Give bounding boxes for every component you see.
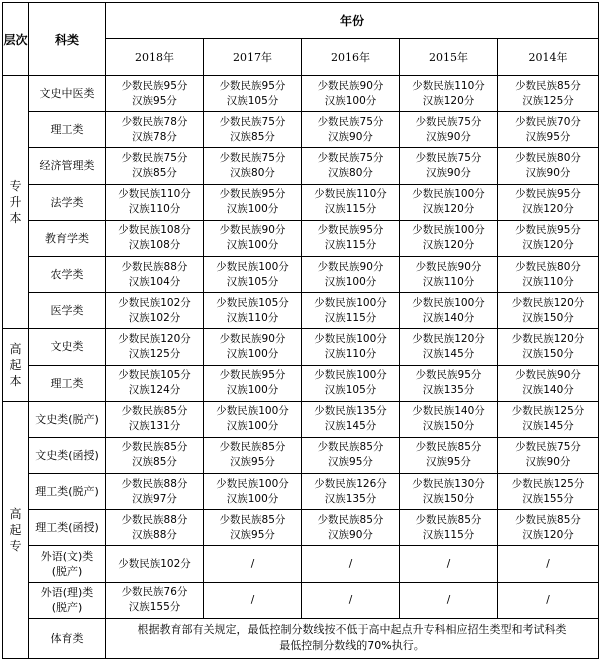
score-cell [106,148,204,184]
score-cell [498,76,599,112]
minority-score: 少数民族102分 [118,296,191,309]
category-label: 农学类 [29,256,106,292]
minority-score: 少数民族140分 [412,405,485,418]
score-cell [106,365,204,401]
level-label-char: 起 [9,522,22,537]
score-cell [498,365,599,401]
han-score: 汉族95分 [426,456,471,469]
score-cell [400,220,498,256]
minority-score: 少数民族90分 [317,79,384,92]
minority-score: 少数民族76分 [121,586,188,599]
score-cell [498,582,599,618]
category-label: 教育学类 [29,220,106,256]
score-cell [204,293,302,329]
han-score: 汉族95分 [525,130,571,143]
han-score: 汉族100分 [226,384,279,397]
category-label: 理工类 [29,112,106,148]
category-label: 文史类(函授) [29,437,106,473]
minority-score: 少数民族70分 [515,115,581,128]
minority-score: 少数民族95分 [219,188,286,201]
score-cell [204,582,302,618]
table-row [3,329,599,365]
level-label-char: 专 [9,538,22,553]
score-cell [302,256,400,292]
han-score: 汉族100分 [226,203,279,216]
level-label-char: 本 [9,211,22,226]
han-score: 汉族150分 [422,420,475,433]
level-label [3,76,29,329]
han-score: 汉族124分 [128,384,181,397]
score-cell [498,184,599,220]
score-cell [498,401,599,437]
score-cell [400,76,498,112]
minority-score: 少数民族102分 [118,557,191,570]
han-score: 汉族110分 [128,203,181,216]
score-cell [106,546,204,582]
minority-score: 少数民族105分 [118,369,191,382]
minority-score: 少数民族100分 [412,224,485,237]
minority-score: 少数民族90分 [515,369,581,382]
minority-score: 少数民族125分 [511,477,585,490]
score-cell [400,582,498,618]
category-label: 文史类(脱产) [29,401,106,437]
table-row [3,148,599,184]
score-cell [498,437,599,473]
score-cell [106,76,204,112]
han-score: 汉族120分 [422,203,475,216]
sports-note-line: 最低控制分数线的70%执行。 [279,639,425,653]
table-row [3,546,599,582]
score-cell [400,474,498,510]
minority-score: / [250,593,255,606]
category-label-line: (脱产) [51,565,83,579]
minority-score: 少数民族88分 [121,513,188,526]
han-score: 汉族120分 [422,94,475,107]
score-cell [106,401,204,437]
han-score: 汉族90分 [426,166,471,179]
han-score: 汉族95分 [328,456,373,469]
level-label-char: 高 [9,342,22,356]
han-score: 汉族150分 [422,492,475,505]
score-cell [204,220,302,256]
score-cell [204,148,302,184]
table-row [3,401,599,437]
level-label-char: 升 [9,195,22,210]
minority-score: 少数民族126分 [314,477,387,490]
han-score: 汉族120分 [422,239,475,252]
han-score: 汉族100分 [226,347,279,360]
han-score: 汉族97分 [132,492,177,505]
score-cell [106,437,204,473]
han-score: 汉族105分 [226,94,279,107]
han-score: 汉族120分 [522,528,574,541]
minority-score: 少数民族110分 [118,188,191,201]
han-score: 汉族140分 [522,384,574,397]
minority-score: 少数民族125分 [511,405,585,418]
score-cell [498,220,599,256]
score-cell [302,220,400,256]
minority-score: 少数民族75分 [415,151,482,164]
minority-score: 少数民族105分 [216,296,289,309]
han-score: 汉族145分 [422,347,475,360]
han-score: 汉族90分 [525,456,571,469]
han-score: 汉族80分 [328,166,373,179]
table-row [3,582,599,618]
han-score: 汉族110分 [324,347,377,360]
category-label-line: 外语(文)类 [40,550,94,564]
han-score: 汉族90分 [328,130,373,143]
level-header: 层次 [3,3,29,76]
minority-score: 少数民族85分 [219,441,286,454]
minority-score: 少数民族85分 [515,79,581,92]
han-score: 汉族88分 [132,528,177,541]
category-label: 理工类(函授) [29,510,106,546]
score-cell [106,112,204,148]
minority-score: / [250,557,255,570]
score-cell [302,474,400,510]
han-score: 汉族115分 [324,203,377,216]
table-row [3,220,599,256]
level-label-char: 专 [9,179,22,194]
han-score: 汉族100分 [226,239,279,252]
year-header: 2017年 [204,39,302,76]
han-score: 汉族105分 [226,275,279,288]
han-score: 汉族150分 [522,311,574,324]
year-header: 2014年 [498,39,599,76]
score-cell [498,329,599,365]
minority-score: 少数民族130分 [412,477,485,490]
han-score: 汉族102分 [128,311,181,324]
han-score: 汉族120分 [522,203,574,216]
year-header: 2015年 [400,39,498,76]
minority-score: / [446,593,451,606]
score-cell [204,184,302,220]
level-label-char: 起 [9,358,22,372]
score-cell [204,401,302,437]
han-score: 汉族115分 [324,311,377,324]
table-row [3,256,599,292]
minority-score: / [348,557,353,570]
minority-score: 少数民族95分 [515,224,581,237]
minority-score: 少数民族120分 [511,332,585,345]
minority-score: / [546,593,550,606]
score-cell [498,256,599,292]
score-cell [106,220,204,256]
minority-score: / [446,557,451,570]
level-label-char: 本 [9,374,22,388]
minority-score: 少数民族100分 [314,296,387,309]
minority-score: 少数民族90分 [317,260,384,273]
han-score: 汉族90分 [328,528,373,541]
sports-note-line: 根据教育部有关规定，最低控制分数线按不低于高中起点升专科相应招生类型和考试科类 [137,623,567,637]
minority-score: 少数民族120分 [511,296,585,309]
level-label [3,401,29,658]
han-score: 汉族150分 [522,347,574,360]
category-label [29,582,106,618]
minority-score: 少数民族88分 [121,260,188,273]
minority-score: 少数民族108分 [118,224,191,237]
score-cell [400,329,498,365]
minority-score: 少数民族85分 [121,441,188,454]
score-cell [302,582,400,618]
score-cell [400,546,498,582]
category-label: 医学类 [29,293,106,329]
score-cell [400,293,498,329]
minority-score: 少数民族75分 [219,115,286,128]
score-cell [204,329,302,365]
category-label: 文史类 [29,329,106,365]
minority-score: 少数民族100分 [314,369,387,382]
han-score: 汉族140分 [422,311,475,324]
year-group-header: 年份 [106,3,599,39]
score-cell [106,256,204,292]
score-cell [498,510,599,546]
minority-score: 少数民族135分 [314,405,387,418]
minority-score: 少数民族85分 [317,513,384,526]
han-score: 汉族100分 [324,275,377,288]
score-cell [204,510,302,546]
minority-score: 少数民族90分 [219,224,286,237]
han-score: 汉族155分 [522,492,574,505]
minority-score: 少数民族95分 [219,369,286,382]
score-cell [400,148,498,184]
han-score: 汉族110分 [226,311,279,324]
year-header: 2016年 [302,39,400,76]
score-cell [302,365,400,401]
table-row [3,437,599,473]
han-score: 汉族135分 [324,492,377,505]
minority-score: 少数民族100分 [412,188,485,201]
han-score: 汉族78分 [132,130,177,143]
table-row [3,293,599,329]
han-score: 汉族125分 [522,94,574,107]
han-score: 汉族80分 [230,166,275,179]
minority-score: 少数民族75分 [317,151,384,164]
score-cell [204,546,302,582]
score-cell [302,148,400,184]
category-label-line: 外语(理)类 [40,586,94,600]
year-header: 2018年 [106,39,204,76]
minority-score: 少数民族95分 [415,369,482,382]
category-label: 体育类 [29,618,106,658]
minority-score: 少数民族85分 [219,513,286,526]
minority-score: 少数民族78分 [121,115,188,128]
han-score: 汉族145分 [324,420,377,433]
score-cell [106,293,204,329]
category-label: 理工类(脱产) [29,474,106,510]
minority-score: 少数民族88分 [121,477,188,490]
score-cell [302,329,400,365]
score-cell [204,437,302,473]
minority-score: 少数民族75分 [219,151,286,164]
level-label [3,329,29,401]
han-score: 汉族90分 [525,166,571,179]
minority-score: 少数民族85分 [317,441,384,454]
han-score: 汉族155分 [128,601,181,614]
han-score: 汉族100分 [226,420,279,433]
score-cell [302,112,400,148]
table-row [3,112,599,148]
han-score: 汉族120分 [522,239,574,252]
score-cell [498,148,599,184]
minority-score: 少数民族120分 [412,332,485,345]
han-score: 汉族115分 [422,528,475,541]
minority-score: 少数民族75分 [317,115,384,128]
han-score: 汉族85分 [132,166,177,179]
minority-score: 少数民族100分 [314,332,387,345]
han-score: 汉族105分 [324,384,377,397]
score-cell [302,401,400,437]
category-label: 法学类 [29,184,106,220]
score-cell [498,293,599,329]
score-cell [302,293,400,329]
minority-score: 少数民族80分 [515,260,581,273]
score-cell [498,474,599,510]
minority-score: 少数民族75分 [121,151,188,164]
minority-score: 少数民族100分 [216,260,289,273]
score-cell [400,401,498,437]
han-score: 汉族131分 [128,420,181,433]
minority-score: 少数民族95分 [219,79,286,92]
category-label: 文史中医类 [29,76,106,112]
admission-score-table [2,2,599,659]
han-score: 汉族100分 [324,94,377,107]
minority-score: 少数民族80分 [515,151,581,164]
score-cell [400,437,498,473]
han-score: 汉族110分 [422,275,475,288]
category-label [29,546,106,582]
minority-score: / [348,593,353,606]
score-cell [106,329,204,365]
score-cell [498,546,599,582]
han-score: 汉族108分 [128,239,181,252]
score-cell [204,112,302,148]
minority-score: 少数民族100分 [216,477,289,490]
table-row [3,474,599,510]
han-score: 汉族85分 [132,456,177,469]
minority-score: 少数民族85分 [415,513,482,526]
category-label: 理工类 [29,365,106,401]
minority-score: 少数民族100分 [412,296,485,309]
score-cell [400,365,498,401]
minority-score: 少数民族110分 [412,79,485,92]
han-score: 汉族110分 [522,275,574,288]
table-row [3,618,599,658]
table-row [3,365,599,401]
score-cell [106,582,204,618]
score-cell [204,76,302,112]
minority-score: 少数民族95分 [121,79,188,92]
score-cell [400,184,498,220]
subject-header: 科类 [29,3,106,76]
score-cell [204,256,302,292]
score-cell [302,184,400,220]
minority-score: 少数民族85分 [415,441,482,454]
score-cell [204,365,302,401]
minority-score: 少数民族90分 [415,260,482,273]
han-score: 汉族95分 [132,94,177,107]
minority-score: 少数民族95分 [317,224,384,237]
han-score: 汉族100分 [226,492,279,505]
minority-score: / [546,557,550,570]
score-cell [302,510,400,546]
han-score: 汉族125分 [128,347,181,360]
table-row [3,510,599,546]
minority-score: 少数民族90分 [219,332,286,345]
minority-score: 少数民族95分 [515,188,581,201]
score-cell [106,474,204,510]
sports-note [106,618,599,658]
minority-score: 少数民族100分 [216,405,289,418]
han-score: 汉族115分 [324,239,377,252]
score-cell [106,510,204,546]
score-cell [400,256,498,292]
table-row [3,76,599,112]
minority-score: 少数民族85分 [121,405,188,418]
minority-score: 少数民族110分 [314,188,387,201]
level-label-char: 高 [9,506,22,521]
table-row [3,184,599,220]
score-cell [400,112,498,148]
han-score: 汉族95分 [230,528,275,541]
category-label: 经济管理类 [29,148,106,184]
score-cell [498,112,599,148]
category-label-line: (脱产) [51,601,83,615]
han-score: 汉族135分 [422,384,475,397]
minority-score: 少数民族75分 [515,441,581,454]
minority-score: 少数民族85分 [515,513,581,526]
score-cell [302,76,400,112]
han-score: 汉族95分 [230,456,275,469]
score-cell [106,184,204,220]
han-score: 汉族104分 [128,275,181,288]
score-cell [302,546,400,582]
han-score: 汉族90分 [426,130,471,143]
score-cell [400,510,498,546]
minority-score: 少数民族75分 [415,115,482,128]
minority-score: 少数民族120分 [118,332,191,345]
han-score: 汉族145分 [522,420,574,433]
han-score: 汉族85分 [230,130,275,143]
score-cell [302,437,400,473]
score-cell [204,474,302,510]
